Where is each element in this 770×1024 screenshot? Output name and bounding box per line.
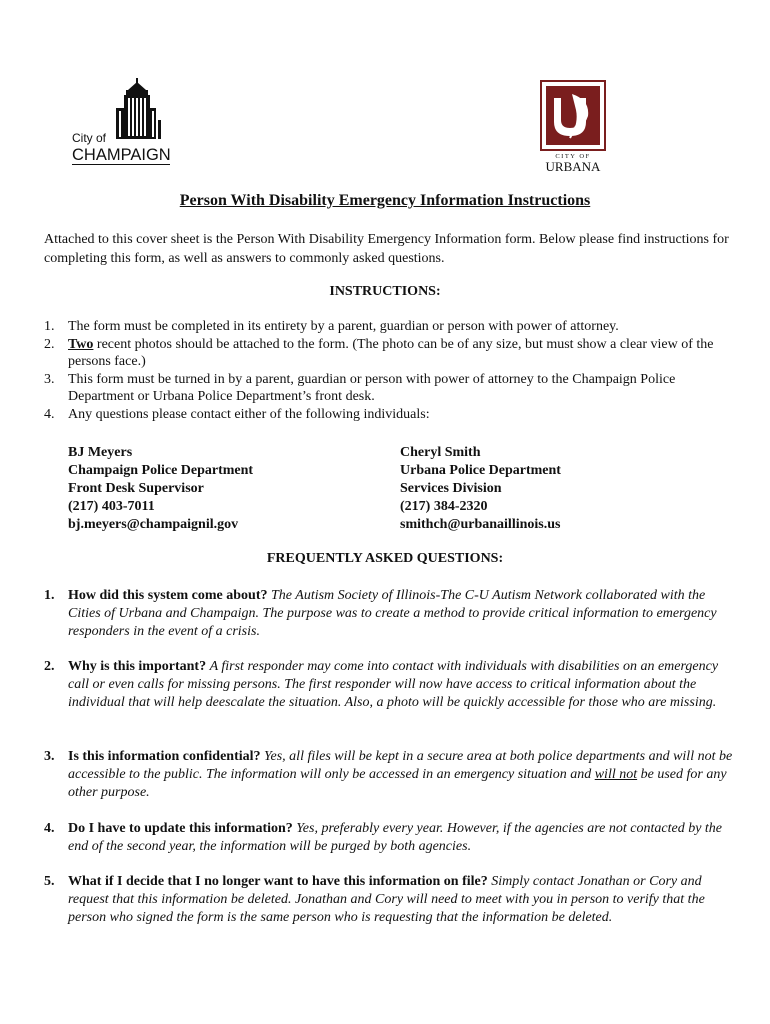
intro-paragraph: Attached to this cover sheet is the Person With Disability Emergency Information form. Below please find instructions for completing this form, as well as answers to commonly asked questions.	[44, 232, 729, 266]
instruction-number: 3.	[44, 371, 55, 387]
urbana-logo-line1: CITY OF	[555, 153, 591, 160]
contact-name: BJ Meyers	[68, 445, 133, 460]
contact-card-champaign	[68, 444, 253, 534]
urbana-leaf-icon	[540, 80, 606, 172]
instruction-number: 2.	[44, 336, 55, 352]
instruction-number: 1.	[44, 319, 55, 334]
instruction-text: Any questions please contact either of the following individuals:	[68, 406, 430, 422]
faq-question: What if I decide that I no longer want to have this information on file?	[68, 874, 488, 889]
faq-item	[44, 587, 736, 641]
instruction-text: The form must be completed in its entirety by a parent, guardian or person with power of attorney.	[68, 319, 619, 334]
instructions-heading: INSTRUCTIONS:	[329, 284, 441, 299]
champaign-logo-line2: CHAMPAIGN	[72, 146, 171, 164]
faq-answer: Yes, all files will be kept in a secure area at both police departments and will not be accessible to the public. The information will only be accessed in an emergency situation and	[68, 749, 733, 782]
contact-email: bj.meyers@champaignil.gov	[68, 517, 239, 532]
faq-question: How did this system come about?	[68, 588, 268, 603]
faq-heading: FREQUENTLY ASKED QUESTIONS:	[266, 551, 504, 566]
faq-number: 1.	[44, 588, 55, 603]
faq-item	[44, 748, 736, 802]
instructions-list	[44, 318, 734, 423]
champaign-building-icon	[70, 76, 180, 170]
champaign-logo-line1: City of	[72, 131, 107, 145]
champaign-logo	[70, 76, 180, 170]
contact-department: Urbana Police Department	[400, 463, 561, 478]
faq-answer-underlined: will not	[594, 767, 638, 782]
contact-card-urbana	[400, 444, 561, 534]
contact-name: Cheryl Smith	[400, 445, 481, 460]
faq-number: 3.	[44, 749, 55, 764]
contact-email: smithch@urbanaillinois.us	[400, 517, 561, 532]
faq-number: 4.	[44, 821, 55, 836]
faq-question: Do I have to update this information?	[68, 821, 293, 836]
instruction-text: This form must be turned in by a parent, guardian or person with power of attorney to the Champaign Police Department or Urbana Police Department’s front desk.	[68, 371, 676, 404]
faq-question: Is this information confidential?	[68, 749, 261, 764]
faq-number: 2.	[44, 659, 55, 674]
instruction-emphasis: Two	[68, 336, 94, 352]
urbana-logo	[540, 80, 606, 172]
faq-answer-end: be used for any other purpose.	[68, 767, 727, 800]
faq-answer: Simply contact Jonathan or Cory and request that this information be deleted. Jonathan and Cory will need to meet with you in person to verify that the person who signed the form is the same person who is requesting that the information be deleted.	[68, 874, 705, 925]
instruction-number: 4.	[44, 406, 55, 422]
contact-role: Front Desk Supervisor	[68, 481, 204, 496]
instruction-item	[44, 336, 734, 371]
faq-answer: The Autism Society of Illinois-The C-U Autism Network collaborated with the Cities of Urbana and Champaign. The purpose was to create a method to provide critical information to emergency responders in the event of a crisis.	[68, 588, 717, 639]
contact-role: Services Division	[400, 481, 502, 496]
contact-phone: (217) 384-2320	[400, 499, 488, 514]
faq-item	[44, 873, 736, 927]
faq-answer: A first responder may come into contact with individuals with disabilities on an emergency call or even calls for missing persons. The first responder will now have access to critical information about the individual that will help deescalate the situation. Also, a photo will be quickly accessible for those who are missing.	[68, 659, 719, 710]
faq-answer: Yes, preferably every year. However, if the agencies are not contacted by the end of the second year, the information will be purged by both agencies.	[68, 821, 723, 854]
faq-question: Why is this important?	[68, 659, 207, 674]
urbana-logo-line2: URBANA	[545, 159, 601, 172]
faq-item	[44, 820, 736, 856]
contact-department: Champaign Police Department	[68, 463, 254, 478]
instruction-item	[44, 318, 734, 336]
instruction-item	[44, 371, 734, 406]
instruction-item	[44, 406, 734, 424]
contact-phone: (217) 403-7011	[68, 499, 155, 514]
instruction-text: recent photos should be attached to the form. (The photo can be of any size, but must show a clear view of the persons face.)	[68, 336, 714, 369]
faq-number: 5.	[44, 874, 55, 889]
document-title: Person With Disability Emergency Information Instructions	[179, 192, 591, 209]
faq-item	[44, 658, 736, 712]
